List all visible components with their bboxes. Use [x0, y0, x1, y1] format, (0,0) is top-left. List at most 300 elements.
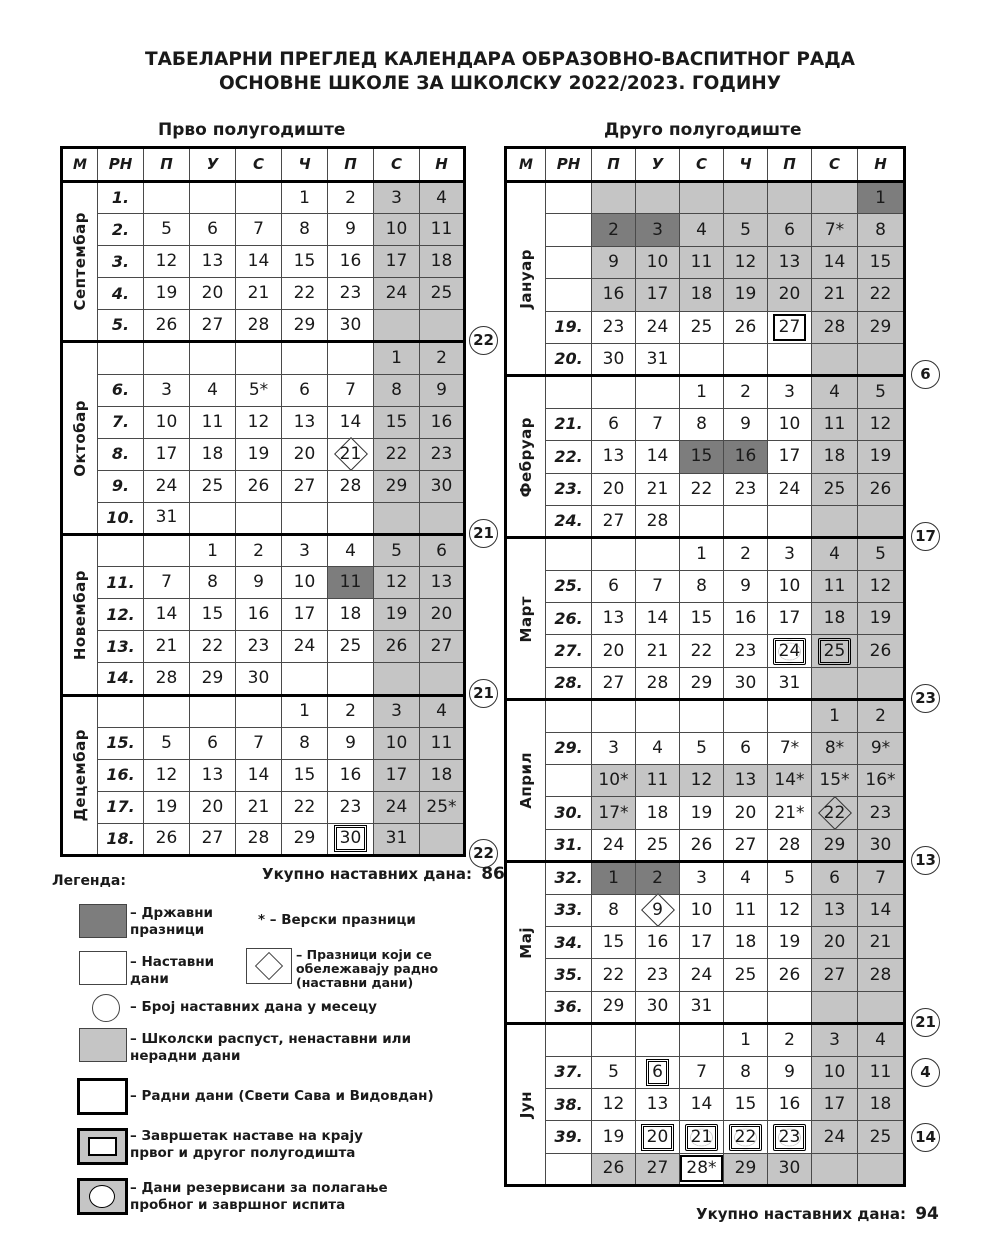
- day-number: 25*: [426, 796, 457, 817]
- header-cell: Н: [858, 148, 905, 182]
- day-number: 29: [734, 1158, 757, 1179]
- day-number: 26: [690, 834, 713, 855]
- day-number: 6: [436, 540, 447, 561]
- day-number: 28: [155, 667, 178, 688]
- day-cell: [680, 441, 724, 473]
- day-cell: [858, 894, 905, 926]
- day-cell: [768, 214, 812, 246]
- day-cell: [592, 862, 636, 894]
- day-cell: [420, 502, 465, 534]
- day-number: 18: [869, 1094, 892, 1115]
- day-cell: [636, 505, 680, 537]
- day-cell: [144, 631, 190, 663]
- month-name: Април: [516, 752, 535, 810]
- day-number: 2: [345, 187, 356, 208]
- day-number: 22: [602, 964, 625, 985]
- day-cell: [724, 1121, 768, 1153]
- day-cell: [636, 1121, 680, 1153]
- day-cell: [812, 959, 858, 991]
- day-number: 15: [201, 604, 224, 625]
- week-row: [62, 502, 465, 534]
- week-number: 13.: [98, 631, 144, 663]
- day-cell: [236, 214, 282, 246]
- day-cell: [812, 246, 858, 278]
- day-cell: [592, 894, 636, 926]
- week-number: [546, 1153, 592, 1185]
- legend-text: Празници који се обележавају радно (наставни дани): [296, 947, 439, 990]
- day-cell: [328, 631, 374, 663]
- day-cell: [858, 797, 905, 829]
- day-cell: [858, 1153, 905, 1185]
- day-number: 24: [385, 796, 408, 817]
- day-cell: [858, 862, 905, 894]
- day-cell: [680, 279, 724, 311]
- day-number: 28: [247, 828, 270, 849]
- day-number: 17: [690, 932, 713, 953]
- header-cell: П: [144, 148, 190, 182]
- day-number: 5: [161, 219, 172, 240]
- week-row: [506, 894, 905, 926]
- week-number: 30.: [546, 797, 592, 829]
- month-count-circle: 22: [469, 326, 498, 355]
- day-number: 29: [869, 316, 892, 337]
- day-number: 6: [829, 867, 840, 888]
- day-cell: [592, 214, 636, 246]
- day-cell: [680, 926, 724, 958]
- week-row: [506, 311, 905, 343]
- day-cell: [144, 374, 190, 406]
- day-number: 4: [652, 737, 663, 758]
- day-cell: [190, 727, 236, 759]
- day-cell: [420, 791, 465, 823]
- week-row: [506, 441, 905, 473]
- header-cell: С: [236, 148, 282, 182]
- week-row: [62, 535, 465, 567]
- day-cell: [636, 959, 680, 991]
- week-row: [506, 182, 905, 214]
- day-number: 31: [690, 996, 713, 1017]
- day-number: 30: [339, 314, 362, 335]
- day-number: 18: [646, 802, 669, 823]
- day-cell: [680, 182, 724, 214]
- week-number: 27.: [546, 635, 592, 667]
- day-cell: [858, 603, 905, 635]
- total-label: Укупно наставних дана:: [696, 1205, 906, 1223]
- month-count-circle: 23: [911, 684, 940, 713]
- legend-exam-days-text: – Дани резервисани за полагање пробног и завршног испита: [130, 1180, 388, 1213]
- week-number: 18.: [98, 823, 144, 855]
- day-number: 3: [784, 382, 795, 403]
- day-cell: [592, 279, 636, 311]
- week-number: 7.: [98, 406, 144, 438]
- day-number: 9*: [870, 737, 891, 758]
- day-cell: [144, 759, 190, 791]
- day-number: 21: [247, 283, 270, 304]
- header-cell: Ч: [282, 148, 328, 182]
- week-row: [506, 603, 905, 635]
- day-cell: [236, 342, 282, 374]
- day-cell: [328, 182, 374, 214]
- day-number: 23: [646, 964, 669, 985]
- week-row: [62, 406, 465, 438]
- day-cell: [282, 342, 328, 374]
- day-cell: [636, 894, 680, 926]
- day-cell: [812, 635, 858, 667]
- day-cell: [144, 406, 190, 438]
- day-cell: [768, 635, 812, 667]
- day-cell: [768, 376, 812, 408]
- day-number: 4: [829, 543, 840, 564]
- month-count-circle: 17: [911, 522, 940, 551]
- day-number: 9: [345, 732, 356, 753]
- day-cell: [636, 926, 680, 958]
- day-number: 19: [247, 443, 270, 464]
- day-number: 13: [778, 251, 801, 272]
- day-cell: [812, 894, 858, 926]
- day-number: 22: [690, 640, 713, 661]
- day-cell: [724, 959, 768, 991]
- day-number: 7: [345, 379, 356, 400]
- day-cell: [768, 894, 812, 926]
- day-cell: [328, 406, 374, 438]
- day-cell: [636, 538, 680, 570]
- day-cell: [768, 765, 812, 797]
- day-cell: [680, 1121, 724, 1153]
- day-number: 5: [696, 737, 707, 758]
- day-number: 10: [823, 1061, 846, 1082]
- day-cell: [858, 1024, 905, 1056]
- day-number: 25: [201, 475, 224, 496]
- day-cell: [724, 765, 768, 797]
- day-cell: [858, 959, 905, 991]
- day-number: 4: [829, 382, 840, 403]
- legend-count-text: – Број наставних дана у месецу: [130, 999, 377, 1015]
- day-cell: [190, 599, 236, 631]
- month-cell: [506, 538, 546, 700]
- day-cell: [858, 343, 905, 375]
- day-cell: [236, 406, 282, 438]
- day-number: 8: [608, 899, 619, 920]
- day-number: 25: [430, 283, 453, 304]
- day-number: 19: [385, 604, 408, 625]
- week-row: [506, 1153, 905, 1185]
- day-cell: [724, 991, 768, 1023]
- header-cell: С: [680, 148, 724, 182]
- day-cell: [858, 570, 905, 602]
- day-cell: [592, 603, 636, 635]
- day-number: 11: [430, 732, 453, 753]
- day-number: 14: [869, 899, 892, 920]
- day-cell: [144, 310, 190, 342]
- day-number: 9: [436, 379, 447, 400]
- day-number: 2: [436, 348, 447, 369]
- exam-day-box: 25: [818, 638, 852, 665]
- week-row: [62, 278, 465, 310]
- day-number: 16: [430, 411, 453, 432]
- day-cell: [680, 376, 724, 408]
- day-cell: [768, 1121, 812, 1153]
- day-cell: [592, 700, 636, 732]
- day-cell: [724, 1056, 768, 1088]
- day-number: 27: [201, 314, 224, 335]
- day-cell: [374, 791, 420, 823]
- day-number: 26: [602, 1158, 625, 1179]
- week-row: [506, 765, 905, 797]
- second-semester-total: [696, 1204, 939, 1224]
- week-number: 39.: [546, 1121, 592, 1153]
- month-name: Мај: [516, 926, 535, 959]
- day-number: 20: [201, 283, 224, 304]
- day-cell: [144, 214, 190, 246]
- day-number: 31: [778, 672, 801, 693]
- day-number: 24: [155, 475, 178, 496]
- week-number: [546, 214, 592, 246]
- day-cell: [812, 732, 858, 764]
- day-cell: [190, 406, 236, 438]
- day-number: 28: [646, 510, 669, 531]
- day-cell: [812, 926, 858, 958]
- week-number: [546, 700, 592, 732]
- day-cell: [282, 631, 328, 663]
- day-number: 23: [339, 283, 362, 304]
- day-cell: [190, 438, 236, 470]
- day-cell: [636, 862, 680, 894]
- week-row: [62, 438, 465, 470]
- legend-count-circle: [92, 994, 120, 1022]
- day-number: 28: [339, 475, 362, 496]
- week-row: [506, 408, 905, 440]
- legend-text: Школски распуст, ненаставни или нерадни дани: [130, 1031, 412, 1064]
- legend-religious-text: * – Верски празници: [258, 912, 416, 928]
- legend-exam-days-swatch: [77, 1178, 128, 1215]
- week-number: 26.: [546, 603, 592, 635]
- day-cell: [636, 991, 680, 1023]
- day-number: 23: [339, 796, 362, 817]
- day-cell: [328, 727, 374, 759]
- day-cell: [812, 700, 858, 732]
- day-number: 18: [430, 764, 453, 785]
- day-cell: [812, 408, 858, 440]
- day-number: 28: [823, 316, 846, 337]
- week-number: 20.: [546, 343, 592, 375]
- day-cell: [190, 823, 236, 855]
- day-cell: [636, 797, 680, 829]
- day-cell: [812, 473, 858, 505]
- day-number: 6: [608, 575, 619, 596]
- month-cell: [506, 376, 546, 538]
- week-row: [62, 823, 465, 855]
- day-cell: [636, 408, 680, 440]
- day-number: 5*: [248, 379, 269, 400]
- day-cell: [374, 214, 420, 246]
- day-cell: [328, 246, 374, 278]
- day-cell: [724, 894, 768, 926]
- week-row: [506, 991, 905, 1023]
- second-semester-label: Друго полугодиште: [604, 120, 802, 140]
- day-cell: [636, 732, 680, 764]
- day-number: 8*: [824, 737, 845, 758]
- day-cell: [420, 759, 465, 791]
- day-number: 19: [690, 802, 713, 823]
- legend-title: Легенда:: [52, 873, 126, 889]
- day-number: 10: [778, 575, 801, 596]
- day-cell: [680, 603, 724, 635]
- day-cell: [374, 246, 420, 278]
- day-number: 29: [385, 475, 408, 496]
- day-cell: [190, 374, 236, 406]
- day-number: 15: [869, 251, 892, 272]
- day-cell: [636, 1056, 680, 1088]
- day-number: 2: [652, 867, 663, 888]
- day-cell: [724, 926, 768, 958]
- day-number: 13: [646, 1094, 669, 1115]
- day-number: 26: [247, 475, 270, 496]
- legend-text: Радни дани (Свети Сава и Видовдан): [141, 1088, 434, 1104]
- day-cell: [768, 182, 812, 214]
- day-cell: [144, 182, 190, 214]
- day-number: 15: [293, 251, 316, 272]
- day-cell: [636, 765, 680, 797]
- week-number: 19.: [546, 311, 592, 343]
- day-cell: [328, 470, 374, 502]
- legend-break-swatch: [79, 1028, 127, 1062]
- first-semester-total: [262, 864, 505, 884]
- day-number: 11: [823, 575, 846, 596]
- day-cell: [680, 959, 724, 991]
- week-number: 16.: [98, 759, 144, 791]
- day-number: 28: [646, 672, 669, 693]
- day-cell: [768, 667, 812, 699]
- day-number: 3: [391, 701, 402, 722]
- day-number: 9: [253, 572, 264, 593]
- day-number: 23: [602, 316, 625, 337]
- week-number: 4.: [98, 278, 144, 310]
- day-number: 5: [608, 1061, 619, 1082]
- day-cell: [328, 438, 374, 470]
- day-number: 8: [740, 1061, 751, 1082]
- day-number: 17: [155, 443, 178, 464]
- day-cell: [190, 535, 236, 567]
- week-row: [506, 376, 905, 408]
- day-cell: [724, 279, 768, 311]
- day-cell: [282, 759, 328, 791]
- day-number: 2: [740, 543, 751, 564]
- day-cell: [592, 505, 636, 537]
- first-semester-table: [60, 146, 466, 857]
- day-cell: [282, 246, 328, 278]
- day-cell: [328, 567, 374, 599]
- day-cell: [328, 535, 374, 567]
- day-number: 11: [734, 899, 757, 920]
- day-number: 4: [696, 219, 707, 240]
- day-number: 26: [869, 478, 892, 499]
- day-cell: [812, 1024, 858, 1056]
- day-number: 1: [875, 187, 886, 208]
- day-number: 16: [778, 1094, 801, 1115]
- day-number: 19: [734, 284, 757, 305]
- header-cell: РН: [98, 148, 144, 182]
- day-number: 22: [293, 796, 316, 817]
- day-number: 10: [293, 572, 316, 593]
- week-number: [546, 376, 592, 408]
- day-cell: [144, 278, 190, 310]
- day-number: 26: [385, 636, 408, 657]
- day-number: 15: [385, 411, 408, 432]
- day-number: 10: [385, 219, 408, 240]
- day-number: 2: [253, 540, 264, 561]
- day-cell: [374, 502, 420, 534]
- week-number: 14.: [98, 663, 144, 695]
- day-cell: [282, 182, 328, 214]
- day-number: 16: [646, 932, 669, 953]
- exam-day-box: 24: [773, 638, 807, 665]
- legend-text: Број наставних дана у месецу: [141, 999, 377, 1015]
- day-cell: [636, 311, 680, 343]
- day-cell: [144, 823, 190, 855]
- day-cell: [374, 342, 420, 374]
- day-cell: [236, 695, 282, 727]
- day-number: 7: [253, 219, 264, 240]
- day-cell: [858, 1121, 905, 1153]
- day-number: 4: [207, 379, 218, 400]
- day-cell: [282, 535, 328, 567]
- day-cell: [144, 567, 190, 599]
- total-label: Укупно наставних дана:: [262, 865, 472, 883]
- day-number: 24: [602, 834, 625, 855]
- day-cell: [144, 695, 190, 727]
- day-number: 8: [875, 219, 886, 240]
- week-number: [546, 538, 592, 570]
- day-number: 9: [740, 413, 751, 434]
- day-number: 19: [602, 1126, 625, 1147]
- day-cell: [858, 765, 905, 797]
- day-number: 6: [207, 732, 218, 753]
- day-cell: [724, 441, 768, 473]
- day-number: 1: [299, 701, 310, 722]
- day-cell: [236, 759, 282, 791]
- day-cell: [680, 1088, 724, 1120]
- day-number: 20: [293, 443, 316, 464]
- day-number: 2: [784, 1029, 795, 1050]
- day-cell: [592, 635, 636, 667]
- month-cell: [62, 535, 98, 695]
- page-title: [0, 48, 1000, 96]
- week-row: [506, 700, 905, 732]
- day-cell: [190, 663, 236, 695]
- day-number: 9: [608, 251, 619, 272]
- day-cell: [636, 635, 680, 667]
- day-cell: [858, 441, 905, 473]
- day-cell: [374, 823, 420, 855]
- week-row: [62, 695, 465, 727]
- day-cell: [592, 1153, 636, 1185]
- legend-teaching-day-swatch: [79, 951, 127, 985]
- day-cell: [768, 311, 812, 343]
- month-count-circle: 14: [911, 1123, 940, 1152]
- week-number: 35.: [546, 959, 592, 991]
- legend-text: Завршетак наставе на крају првог и другог полугодишта: [130, 1128, 363, 1161]
- day-cell: [592, 570, 636, 602]
- day-number: 24: [385, 283, 408, 304]
- week-row: [506, 667, 905, 699]
- month-cell: [62, 342, 98, 535]
- day-cell: [190, 502, 236, 534]
- day-number: 3: [784, 543, 795, 564]
- header-cell: М: [62, 148, 98, 182]
- day-cell: [592, 246, 636, 278]
- week-number: 9.: [98, 470, 144, 502]
- day-number: 16: [734, 608, 757, 629]
